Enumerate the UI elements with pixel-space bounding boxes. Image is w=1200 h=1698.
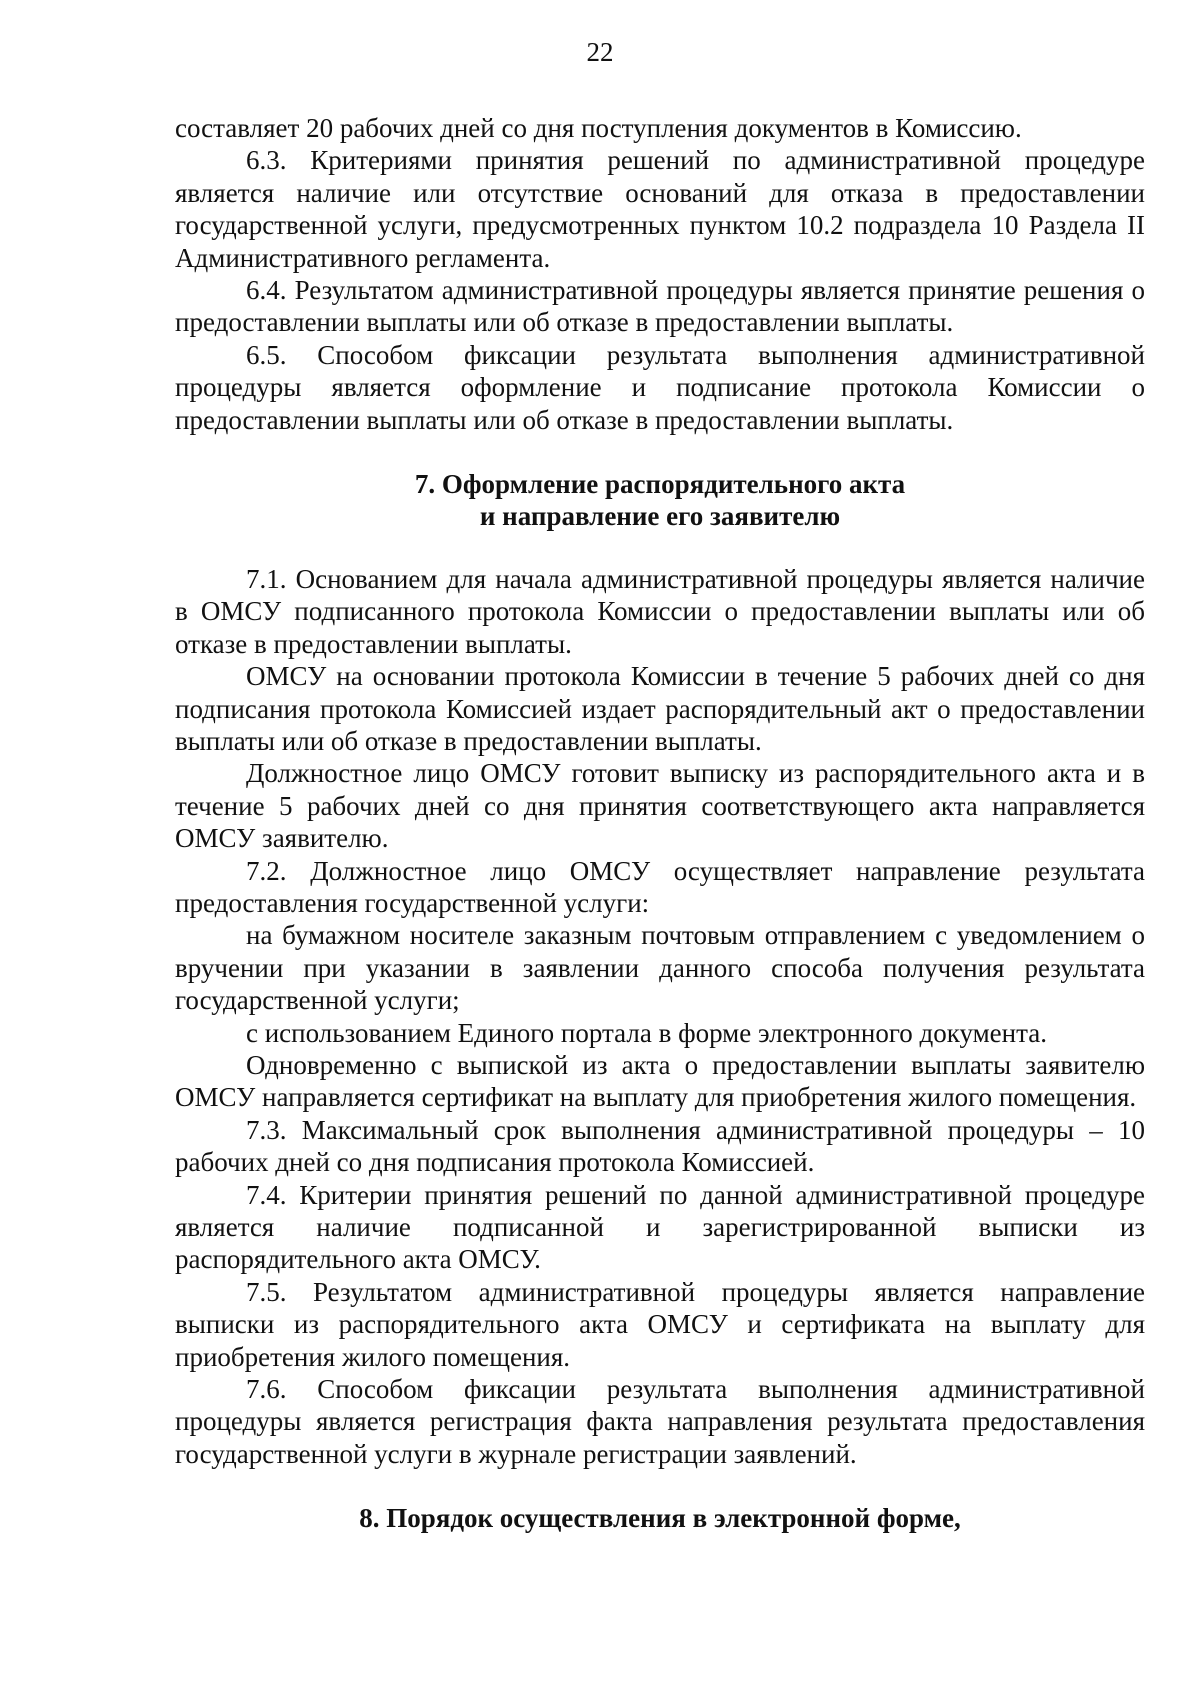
section-8-heading xyxy=(175,1502,1145,1534)
section-7-heading-line-1: 7. Оформление распорядительного акта xyxy=(414,469,906,500)
spacer xyxy=(175,533,1145,563)
paragraph: 7.4. Критерии принятия решений по данной административной процедуре является наличие подписанной и зарегистрированной выписки из распорядительного акта ОМСУ. xyxy=(175,1179,1145,1275)
paragraph: 7.1. Основанием для начала административной процедуры является наличие в ОМСУ подписанного протокола Комиссии о предоставлении выплаты или об отказе в предоставлении выплаты. xyxy=(175,563,1145,659)
document-body xyxy=(175,112,1145,1535)
spacer xyxy=(175,436,1145,468)
section-7-heading xyxy=(175,468,1145,533)
paragraph: 7.2. Должностное лицо ОМСУ осуществляет направление результата предоставления государственной услуги: xyxy=(175,855,1145,918)
paragraph: Одновременно с выпиской из акта о предоставлении выплаты заявителю ОМСУ направляется сертификат на выплату для приобретения жилого помещения. xyxy=(175,1049,1145,1113)
paragraph: с использованием Единого портала в форме электронного документа. xyxy=(246,1017,1047,1048)
paragraph: на бумажном носителе заказным почтовым отправлением с уведомлением о вручении при указании в заявлении данного способа получения результата государственной услуги; xyxy=(175,920,1145,1016)
paragraph: Должностное лицо ОМСУ готовит выписку из распорядительного акта и в течение 5 рабочих дней со дня принятия соответствующего акта направляется ОМСУ заявителю. xyxy=(175,758,1145,854)
section-7-heading-line-2: и направление его заявителю xyxy=(479,501,841,532)
paragraph: ОМСУ на основании протокола Комиссии в течение 5 рабочих дней со дня подписания протокола Комиссией издает распорядительный акт о предоставлении выплаты или об отказе в предоставлении выплаты. xyxy=(175,661,1145,756)
paragraph: составляет 20 рабочих дней со дня поступления документов в Комиссию. xyxy=(175,113,1022,143)
paragraph: 7.5. Результатом административной процедуры является направление выписки из распорядительного акта ОМСУ и сертификата на выплату для приобретения жилого помещения. xyxy=(175,1276,1145,1372)
paragraph: 6.5. Способом фиксации результата выполнения административной процедуры является оформление и подписание протокола Комиссии о предоставлении выплаты или об отказе в предоставлении выплаты. xyxy=(175,339,1145,435)
spacer xyxy=(175,1470,1145,1502)
page-number: 22 xyxy=(586,37,614,67)
paragraph: 6.4. Результатом административной процедуры является принятие решения о предоставлении выплаты или об отказе в предоставлении выплаты. xyxy=(175,275,1145,338)
paragraph: 7.6. Способом фиксации результата выполнения административной процедуры является регистрация факта направления результата предоставления государственной услуги в журнале регистрации заявлений. xyxy=(175,1374,1145,1469)
paragraph: 6.3. Критериями принятия решений по административной процедуре является наличие или отсутствие оснований для отказа в предоставлении государственной услуги, предусмотренных пунктом 10.2 подраздела 10 Раздела II Административного регламента. xyxy=(175,145,1145,273)
paragraph: 7.3. Максимальный срок выполнения административной процедуры – 10 рабочих дней со дня подписания протокола Комиссией. xyxy=(175,1114,1145,1178)
section-8-heading-line-1: 8. Порядок осуществления в электронной форме, xyxy=(359,1503,961,1534)
